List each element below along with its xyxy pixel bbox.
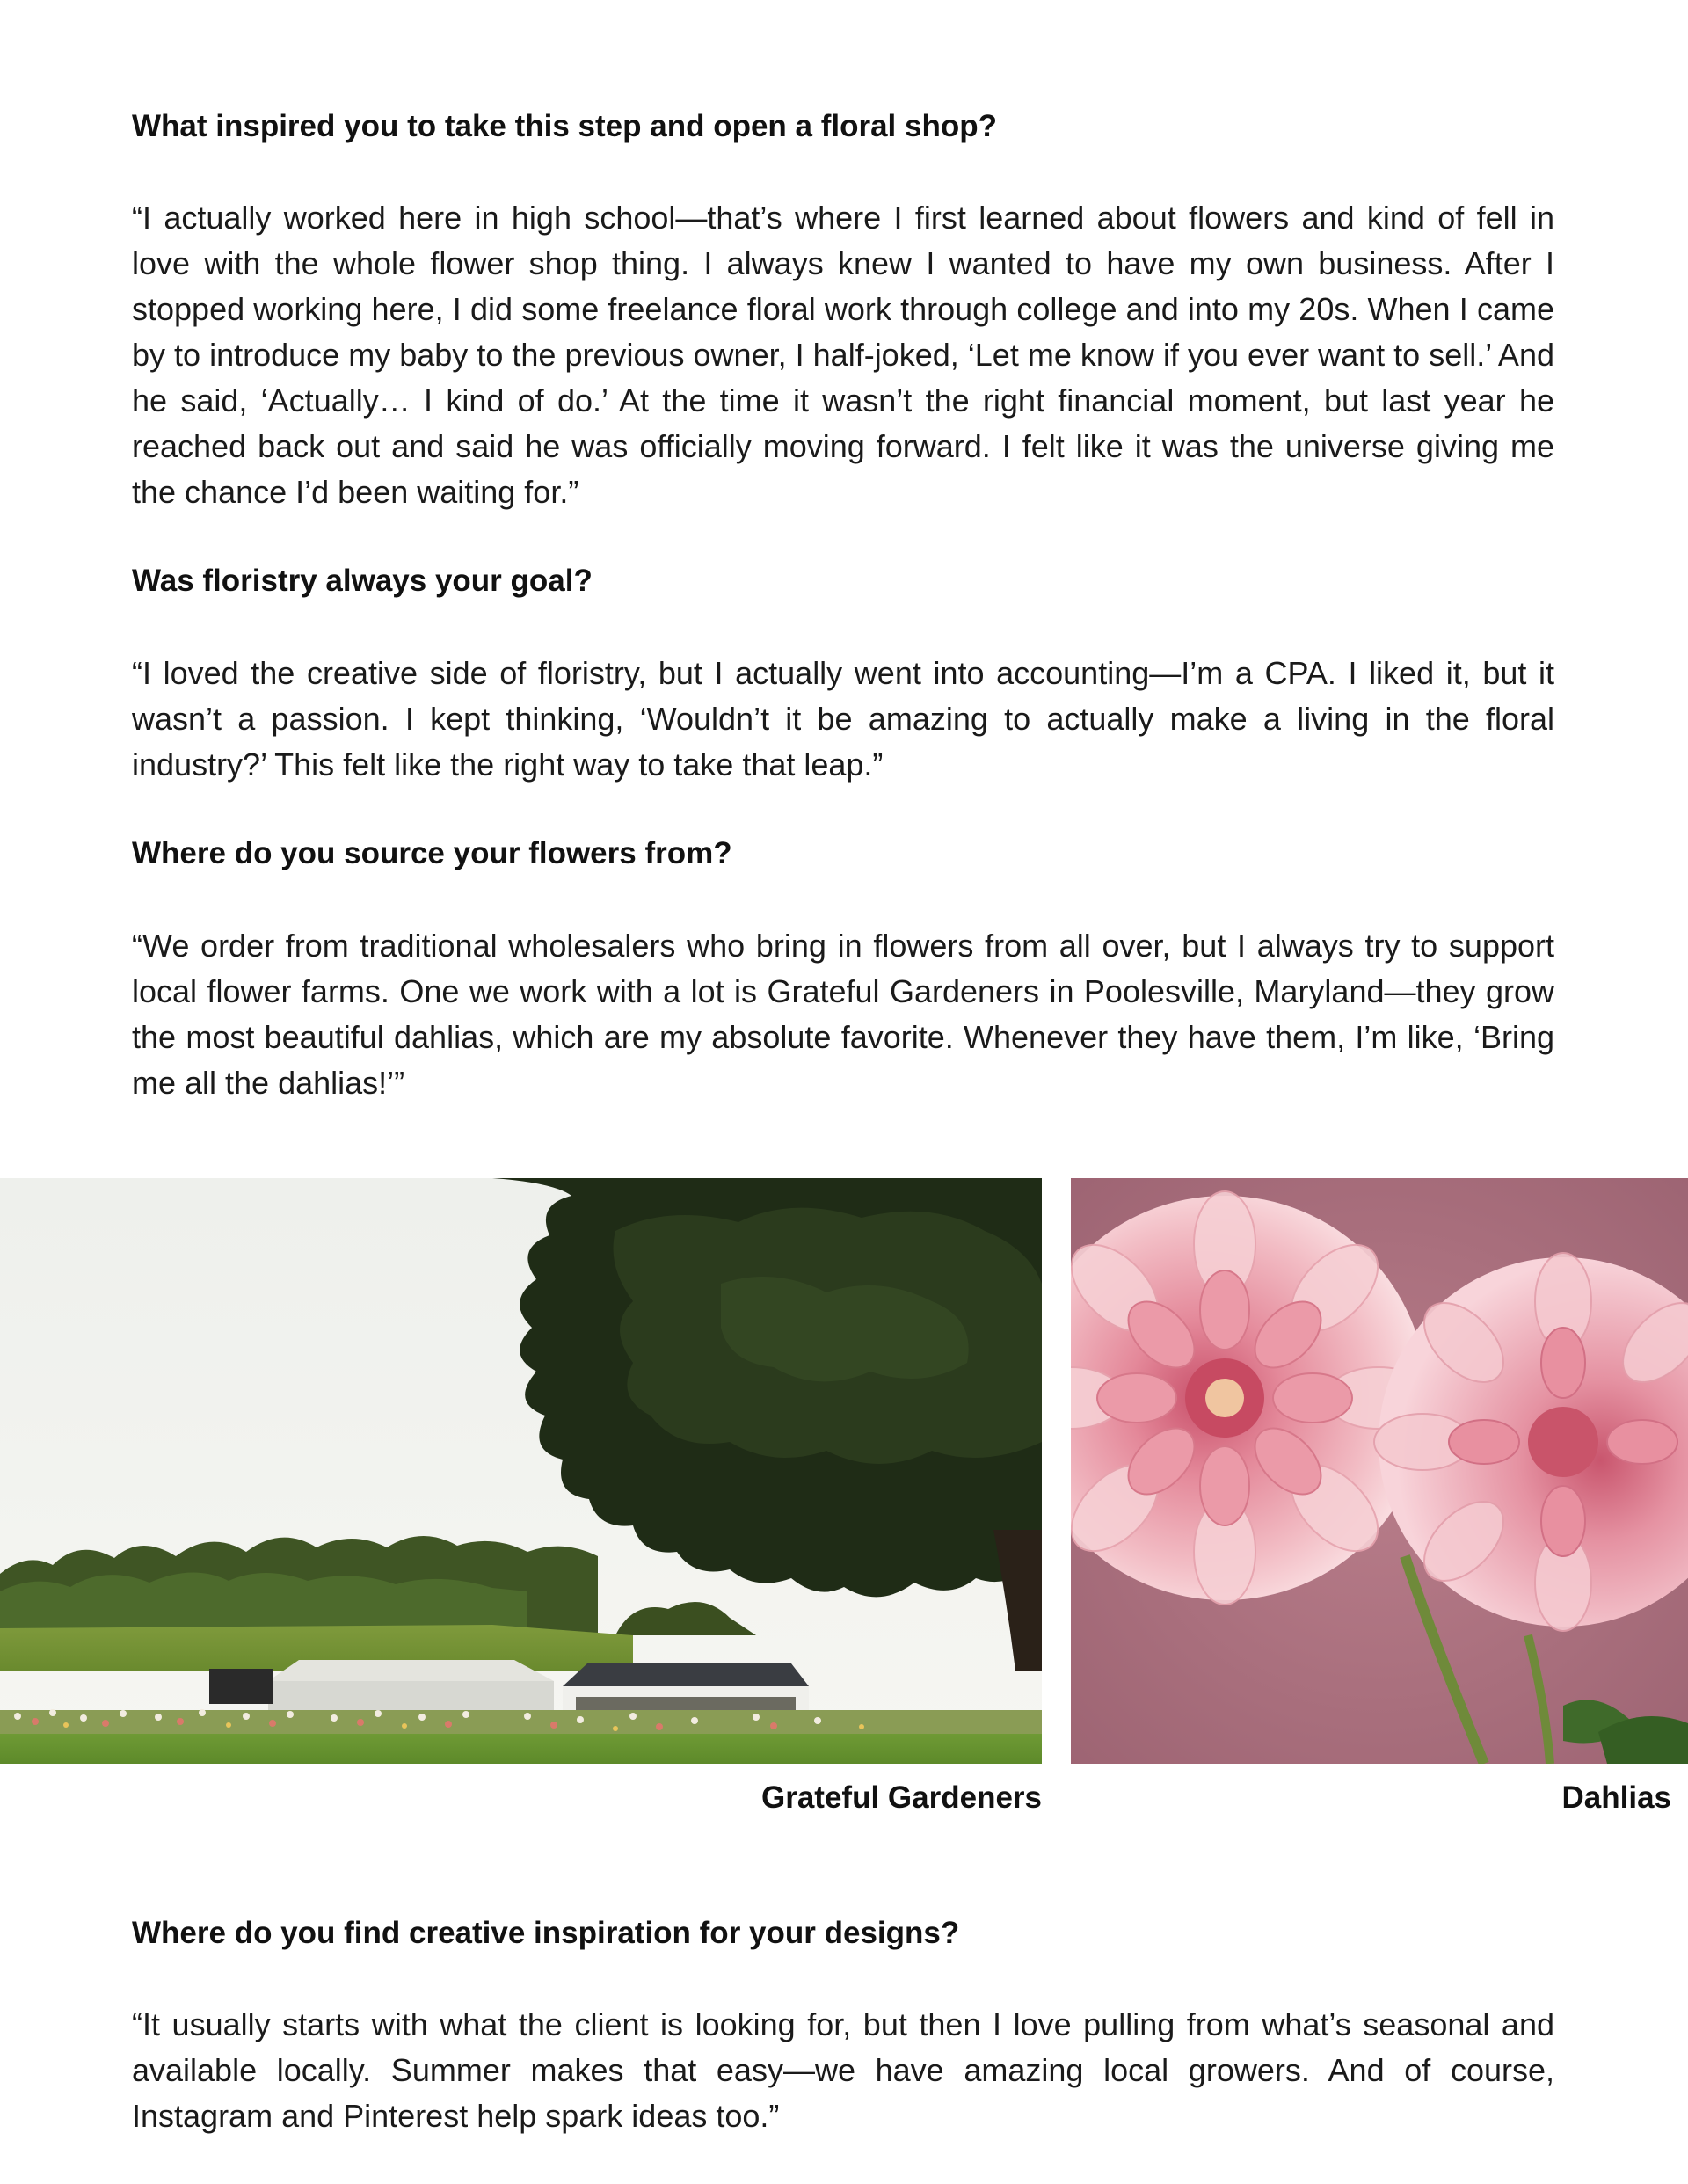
question-flower-sourcing: Where do you source your flowers from? [132, 836, 732, 870]
answer-floristry-goal: “I loved the creative side of floristry, but I actually went into accounting—I’m a CPA. I liked it, but it wasn’t a passion. I kept thinking, ‘Wouldn’t it be amazing to actually make a living in the floral industry?’ This felt like the right way to take that leap.” [132, 655, 1554, 783]
answer-creative-inspiration: “It usually starts with what the client is looking for, but then I love pulling from what’s seasonal and available locally. Summer makes that easy—we have amazing local growers. And of course, Instagram and Pinterest help spark ideas too.” [132, 2006, 1554, 2134]
question-inspiration: What inspired you to take this step and open a floral shop? [132, 109, 997, 143]
question-creative-inspiration: Where do you find creative inspiration for your designs? [132, 1916, 960, 1950]
farm-photo-caption: Grateful Gardeners [761, 1780, 1042, 1815]
answer-flower-sourcing: “We order from traditional wholesalers who bring in flowers from all over, but I always try to support local flower farms. One we work with a lot is Grateful Gardeners in Poolesville, Maryland—they grow the most beautiful dahlias, which are my absolute favorite. Whenever they have them, I’m like, ‘Bring me all the dahlias!’” [132, 928, 1554, 1101]
farm-photo [0, 1178, 1042, 1764]
dahlia-photo-caption: Dahlias [1561, 1780, 1671, 1815]
answer-inspiration: “I actually worked here in high school—that’s where I first learned about flowers and kind of fell in love with the whole flower shop thing. I always knew I wanted to have my own business. After I stopped working here, I did some freelance floral work through college and into my 20s. When I came by to introduce my baby to the previous owner, I half-joked, ‘Let me know if you ever want to sell.’ And he said, ‘Actually… I kind of do.’ At the time it wasn’t the right financial moment, but last year he reached back out and said he was officially moving forward. I felt like it was the universe giving me the chance I’d been waiting for.” [132, 200, 1554, 510]
dahlia-photo [1071, 1178, 1688, 1764]
question-floristry-goal: Was floristry always your goal? [132, 564, 593, 598]
